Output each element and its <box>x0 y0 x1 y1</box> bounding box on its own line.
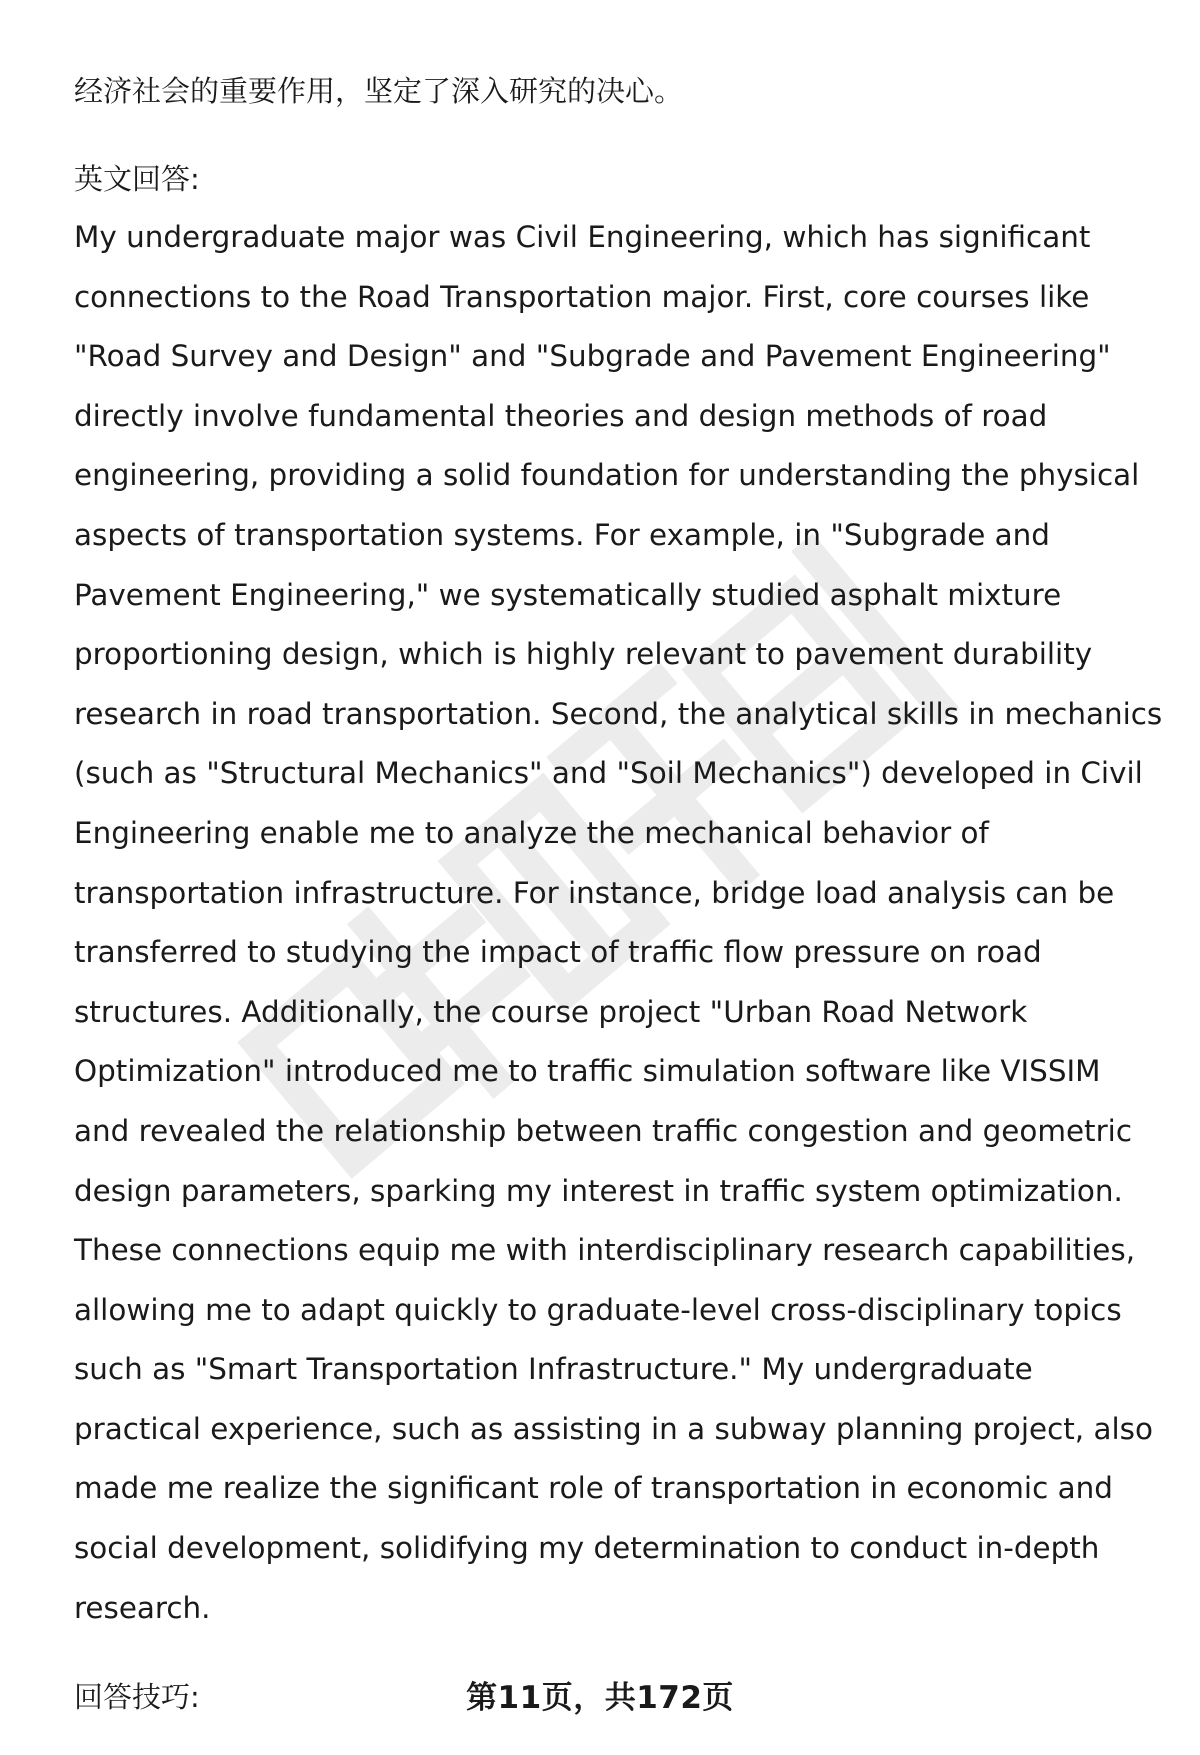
page-content <box>74 62 1164 1726</box>
continuation-text: 经济社会的重要作用，坚定了深入研究的决心。 <box>74 74 684 108</box>
english-answer-heading: 英文回答: <box>74 162 200 196</box>
page-indicator: 第11页，共172页 <box>466 1680 734 1716</box>
english-answer-body: My undergraduate major was Civil Engineering, which has significant connections to the Road Transportation major. First, core courses like "Road Survey and Design" and "Subgrade and Pavement Engineering" directly involve fundamental theories and design methods of road engineering, providing a solid foundation for understanding the physical aspects of transportation systems. For example, in "Subgrade and Pavement Engineering," we systematically studied asphalt mixture proportioning design, which is highly relevant to pavement durability research in road transportation. Second, the analytical skills in mechanics (such as "Structural Mechanics" and "Soil Mechanics") developed in Civil Engineering enable me to analyze the mechanical behavior of transportation infrastructure. For instance, bridge load analysis can be transferred to studying the impact of traffic flow pressure on road structures. Additionally, the course project "Urban Road Network Optimization" introduced me to traffic simulation software like VISSIM and revealed the relationship between traffic congestion and geometric design parameters, sparking my interest in traffic system optimization. These connections equip me with interdisciplinary research capabilities, allowing me to adapt quickly to graduate-level cross-disciplinary topics such as "Smart Transportation Infrastructure." My undergraduate practical experience, such as assisting in a subway planning project, also made me realize the significant role of transportation in economic and social development, solidifying my determination to conduct in-depth research. <box>74 220 1163 1625</box>
answer-tips-heading: 回答技巧: <box>74 1680 200 1715</box>
